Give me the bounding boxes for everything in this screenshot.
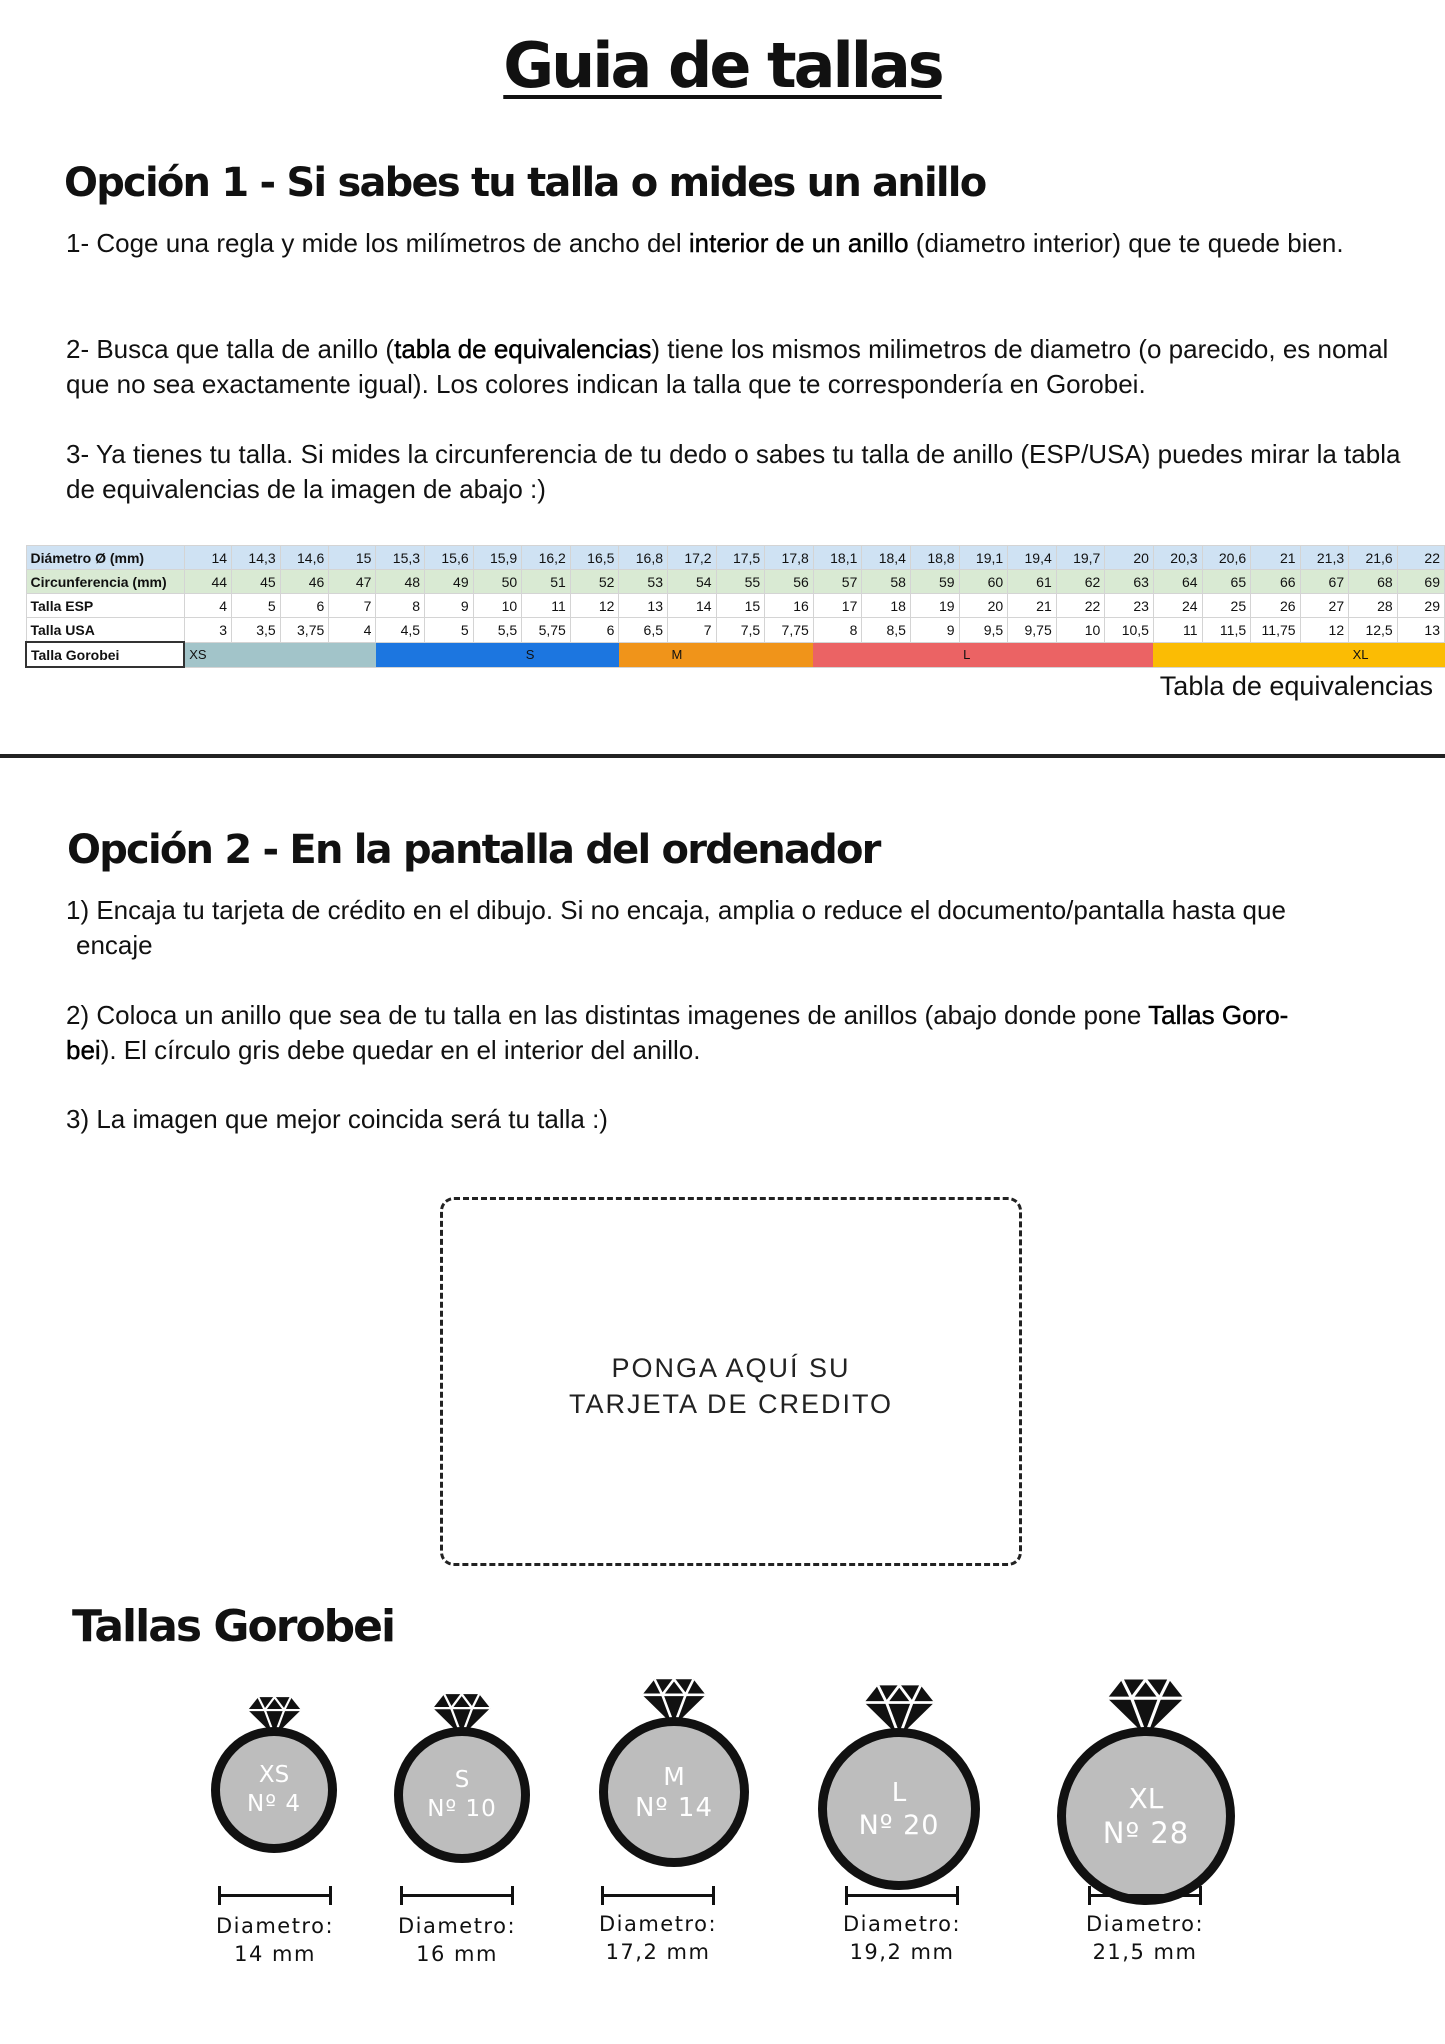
table-cell: 56 (765, 570, 814, 594)
ring-size-label: S (454, 1767, 470, 1793)
ring-number-label: Nº 10 (427, 1796, 497, 1822)
table-caption: Tabla de equivalencias (1159, 671, 1433, 701)
table-cell: 27 (1300, 594, 1349, 618)
table-cell: 20 (1105, 546, 1154, 570)
table-cell: 46 (280, 570, 329, 594)
gorobei-cell-s (376, 642, 425, 667)
table-cell: 22 (1056, 594, 1105, 618)
ring-circle (599, 1717, 749, 1867)
table-cell: 17,5 (716, 546, 765, 570)
table-cell: 68 (1349, 570, 1398, 594)
diameter-caption: Diametro: (397, 1914, 517, 1938)
table-cell: 16 (765, 594, 814, 618)
talla-usa-row (26, 618, 1445, 643)
ring-circle (1057, 1727, 1235, 1905)
credit-card-label: PONGA AQUÍ SU TARJETA DE CREDITO (568, 1353, 894, 1419)
table-cell: 17,8 (765, 546, 814, 570)
option2-step3: 3) La imagen que mejor coincida será tu talla :) (66, 1104, 608, 1134)
diameter-value: 14 mm (234, 1942, 316, 1966)
table-cell: 11 (1153, 618, 1202, 643)
gorobei-cell-xs (329, 642, 376, 667)
table-cell: 19,4 (1008, 546, 1057, 570)
table-cell: 5 (232, 594, 281, 618)
table-cell: 19,7 (1056, 546, 1105, 570)
gorobei-cell-l (1008, 642, 1057, 667)
table-cell: 52 (570, 570, 619, 594)
table-cell: 20,6 (1202, 546, 1251, 570)
diameter-value: 16 mm (416, 1942, 498, 1966)
table-cell: 24 (1153, 594, 1202, 618)
gorobei-cell-xl (1251, 642, 1300, 667)
circunferencia-row (26, 570, 1445, 594)
gorobei-cell-l (1105, 642, 1154, 667)
table-cell: 8,5 (862, 618, 911, 643)
table-cell: 16,8 (619, 546, 668, 570)
table-cell: 15,9 (473, 546, 522, 570)
table-cell: 12,5 (1349, 618, 1398, 643)
table-cell: 66 (1251, 570, 1300, 594)
talla-gorobei-row (26, 642, 1445, 667)
table-cell: 60 (959, 570, 1008, 594)
table-cell: 15,6 (425, 546, 474, 570)
tallas-heading: Tallas Gorobei (72, 1601, 395, 1652)
option1-step2: 2- Busca que talla de anillo (tabla de equivalencias) tiene los mismos milimetros de diametro (o parecido, es nomal que no sea exactamente igual). Los colores indican la talla que te correspondería en Gorobei. (66, 334, 1389, 399)
table-cell: 11,75 (1251, 618, 1300, 643)
table-cell: 17 (813, 594, 862, 618)
ring-size-label: XL (1128, 1781, 1164, 1815)
table-cell: 14 (184, 546, 231, 570)
table-cell: 53 (619, 570, 668, 594)
diameter-label (1055, 1910, 1235, 1966)
row-label: Circunferencia (mm) (26, 570, 184, 594)
table-cell: 5,75 (522, 618, 571, 643)
table-cell: 9 (910, 618, 959, 643)
table-cell: 25 (1202, 594, 1251, 618)
table-cell: 14,6 (280, 546, 329, 570)
gorobei-cell-xl (1300, 642, 1349, 667)
table-cell: 18,1 (813, 546, 862, 570)
table-cell: 7,5 (716, 618, 765, 643)
table-cell: 14 (668, 594, 717, 618)
table-cell: 18,8 (910, 546, 959, 570)
table-cell: 67 (1300, 570, 1349, 594)
table-cell: 59 (910, 570, 959, 594)
row-label: Talla USA (26, 618, 184, 643)
table-cell: 48 (376, 570, 425, 594)
table-cell: 7,75 (765, 618, 814, 643)
diameter-measure-line (400, 1894, 514, 1897)
table-cell: 54 (668, 570, 717, 594)
ring-size-label: L (891, 1777, 907, 1808)
diametro-row (26, 546, 1445, 570)
table-cell: 51 (522, 570, 571, 594)
row-label: Talla Gorobei (26, 642, 184, 667)
table-cell: 12 (570, 594, 619, 618)
table-cell: 26 (1251, 594, 1300, 618)
table-cell: 15 (329, 546, 376, 570)
table-cell: 4 (329, 618, 376, 643)
table-cell: 9,75 (1008, 618, 1057, 643)
table-cell: 9,5 (959, 618, 1008, 643)
gorobei-cell-xl (1153, 642, 1202, 667)
table-cell: 50 (473, 570, 522, 594)
table-cell: 69 (1397, 570, 1444, 594)
diameter-value: 17,2 mm (605, 1940, 711, 1964)
ring-size-label: M (663, 1761, 685, 1791)
table-cell: 8 (813, 618, 862, 643)
table-cell: 19,1 (959, 546, 1008, 570)
talla-esp-row (26, 594, 1445, 618)
table-cell: 15 (716, 594, 765, 618)
table-cell: 17,2 (668, 546, 717, 570)
table-cell: 5 (425, 618, 474, 643)
table-cell: 20 (959, 594, 1008, 618)
table-cell: 10,5 (1105, 618, 1154, 643)
diameter-measure-line (218, 1894, 332, 1897)
table-cell: 63 (1105, 570, 1154, 594)
diameter-measure-line (601, 1894, 715, 1897)
table-cell: 23 (1105, 594, 1154, 618)
ring-number-label: Nº 28 (1102, 1815, 1190, 1850)
gorobei-cell-m (619, 642, 668, 667)
table-cell: 21 (1251, 546, 1300, 570)
table-cell: 11 (522, 594, 571, 618)
gorobei-cell-l (862, 642, 911, 667)
table-cell: 9 (425, 594, 474, 618)
gorobei-cell-l (910, 642, 959, 667)
gorobei-cell-xl (1202, 642, 1251, 667)
gorobei-cell-l (813, 642, 862, 667)
table-cell: 10 (1056, 618, 1105, 643)
diameter-measure-line (845, 1894, 959, 1897)
table-cell: 44 (184, 570, 231, 594)
diameter-caption: Diametro: (598, 1912, 718, 1936)
gorobei-cell-xs (232, 642, 281, 667)
diameter-value: 19,2 mm (849, 1940, 955, 1964)
table-cell: 16,2 (522, 546, 571, 570)
gorobei-cell-s (570, 642, 619, 667)
table-cell: 13 (619, 594, 668, 618)
table-cell: 45 (232, 570, 281, 594)
gorobei-cell-l (1056, 642, 1105, 667)
diameter-caption: Diametro: (1085, 1912, 1205, 1936)
section-divider (0, 754, 1445, 758)
table-cell: 10 (473, 594, 522, 618)
diameter-measure-line (1088, 1894, 1202, 1897)
option2-step1: 1) Encaja tu tarjeta de crédito en el dibujo. Si no encaja, amplia o reduce el documento/pantalla hasta que encaje (66, 895, 1286, 960)
gorobei-cell-s: S (522, 642, 571, 667)
size-equivalence-table (25, 545, 1445, 668)
gorobei-cell-xs (280, 642, 329, 667)
option2-step2: 2) Coloca un anillo que sea de tu talla en las distintas imagenes de anillos (abajo donde pone Tallas Goro- bei). El círculo gris debe quedar en el interior del anillo. (66, 1000, 1289, 1065)
gorobei-cell-m (765, 642, 814, 667)
table-cell: 4 (184, 594, 231, 618)
row-label: Talla ESP (26, 594, 184, 618)
table-cell: 49 (425, 570, 474, 594)
table-cell: 57 (813, 570, 862, 594)
table-cell: 47 (329, 570, 376, 594)
gorobei-cell-s (473, 642, 522, 667)
table-cell: 3 (184, 618, 231, 643)
ring-number-label: Nº 4 (247, 1791, 301, 1817)
diameter-caption: Diametro: (215, 1914, 335, 1938)
table-cell: 18 (862, 594, 911, 618)
table-cell: 7 (668, 618, 717, 643)
table-cell: 62 (1056, 570, 1105, 594)
table-cell: 12 (1300, 618, 1349, 643)
gorobei-cell-m (716, 642, 765, 667)
gorobei-cell-m: M (668, 642, 717, 667)
table-cell: 6 (570, 618, 619, 643)
table-cell: 55 (716, 570, 765, 594)
option1-step3: 3- Ya tienes tu talla. Si mides la circunferencia de tu dedo o sabes tu talla de anillo (ESP/USA) puedes mirar la tabla de equivalencias de la imagen de abajo :) (66, 439, 1401, 504)
ring-number-label: Nº 20 (858, 1809, 940, 1841)
row-label: Diámetro Ø (mm) (26, 546, 184, 570)
table-cell: 61 (1008, 570, 1057, 594)
gorobei-cell-s (425, 642, 474, 667)
table-cell: 8 (376, 594, 425, 618)
table-cell: 6 (280, 594, 329, 618)
table-cell: 21,6 (1349, 546, 1398, 570)
table-cell: 3,75 (280, 618, 329, 643)
gorobei-cell-l: L (959, 642, 1008, 667)
table-cell: 58 (862, 570, 911, 594)
diameter-label (812, 1910, 992, 1966)
gorobei-cell-xl: XL (1349, 642, 1398, 667)
table-cell: 21 (1008, 594, 1057, 618)
table-cell: 64 (1153, 570, 1202, 594)
gorobei-cell-xl (1397, 642, 1444, 667)
ring-circle (818, 1728, 980, 1890)
table-cell: 29 (1397, 594, 1444, 618)
diameter-label (185, 1912, 365, 1968)
ring-circle (394, 1727, 530, 1863)
table-cell: 21,3 (1300, 546, 1349, 570)
gorobei-cell-xs: XS (184, 642, 231, 667)
table-cell: 7 (329, 594, 376, 618)
ring-size-label: XS (258, 1762, 290, 1788)
ring-number-label: Nº 14 (634, 1792, 714, 1823)
option2-heading: Opción 2 - En la pantalla del ordenador (67, 827, 880, 873)
table-cell: 3,5 (232, 618, 281, 643)
table-cell: 19 (910, 594, 959, 618)
diameter-label (568, 1910, 748, 1966)
option1-step1: 1- Coge una regla y mide los milímetros de ancho del interior de un anillo (diametro interior) que te quede bien. (66, 228, 1344, 258)
table-cell: 22 (1397, 546, 1444, 570)
table-cell: 18,4 (862, 546, 911, 570)
table-cell: 20,3 (1153, 546, 1202, 570)
diameter-label (367, 1912, 547, 1968)
table-cell: 15,3 (376, 546, 425, 570)
table-cell: 28 (1349, 594, 1398, 618)
option1-heading: Opción 1 - Si sabes tu talla o mides un anillo (64, 160, 986, 206)
table-cell: 16,5 (570, 546, 619, 570)
table-cell: 14,3 (232, 546, 281, 570)
table-cell: 11,5 (1202, 618, 1251, 643)
table-cell: 13 (1397, 618, 1444, 643)
ring-circle (211, 1727, 337, 1853)
diameter-value: 21,5 mm (1092, 1940, 1198, 1964)
table-cell: 65 (1202, 570, 1251, 594)
table-cell: 6,5 (619, 618, 668, 643)
table-cell: 5,5 (473, 618, 522, 643)
table-cell: 4,5 (376, 618, 425, 643)
page-title: Guia de tallas (503, 29, 942, 102)
diameter-caption: Diametro: (842, 1912, 962, 1936)
